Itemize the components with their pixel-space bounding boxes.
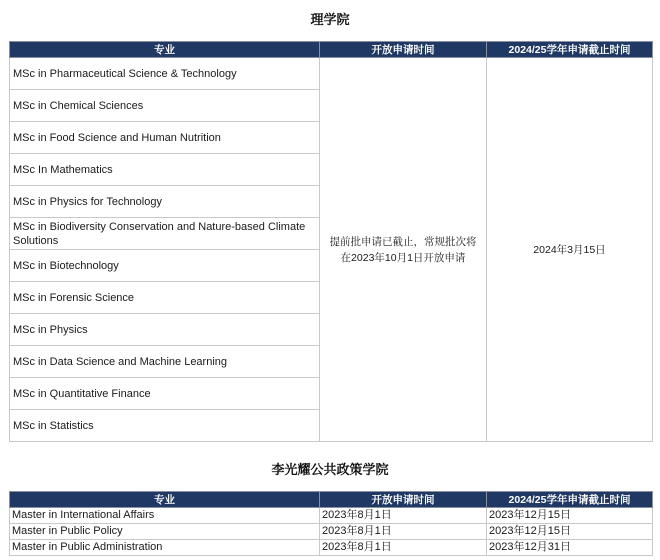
table-header-row: [10, 42, 653, 58]
open-time: 2023年8月1日: [320, 540, 487, 556]
program-name: MSc In Mathematics: [10, 154, 320, 186]
deadline-cell: 2024年3月15日: [487, 58, 653, 442]
open-time: 2023年8月1日: [320, 524, 487, 540]
open-time-cell: 提前批申请已截止，常规批次将在2023年10月1日开放申请: [320, 58, 487, 442]
table-row: [10, 58, 653, 90]
program-name: MSc in Statistics: [10, 410, 320, 442]
deadline: 2023年12月15日: [487, 524, 653, 540]
program-name: MSc in Food Science and Human Nutrition: [10, 122, 320, 154]
table-row: [10, 524, 653, 540]
table-row: [10, 508, 653, 524]
program-name: MSc in Physics for Technology: [10, 186, 320, 218]
table-row: [10, 540, 653, 556]
header-open-time: 开放申请时间: [320, 42, 487, 58]
deadline: 2023年12月31日: [487, 540, 653, 556]
open-time: 2023年8月1日: [320, 508, 487, 524]
program-name: MSc in Forensic Science: [10, 282, 320, 314]
header-deadline: 2024/25学年申请截止时间: [487, 492, 653, 508]
table-header-row: [10, 492, 653, 508]
policy-section-title: 李光耀公共政策学院: [271, 462, 389, 477]
header-deadline: 2024/25学年申请截止时间: [487, 42, 653, 58]
program-name: MSc in Physics: [10, 314, 320, 346]
program-name: MSc in Pharmaceutical Science & Technology: [10, 58, 320, 90]
deadline: 2023年12月15日: [487, 508, 653, 524]
program-name: Master in Public Administration: [10, 540, 320, 556]
program-name: MSc in Chemical Sciences: [10, 90, 320, 122]
policy-programs-table: [9, 491, 653, 556]
science-section-title: 理学院: [310, 12, 350, 27]
program-name: Master in International Affairs: [10, 508, 320, 524]
program-name: MSc in Biodiversity Conservation and Nature-based Climate Solutions: [10, 218, 320, 250]
program-name: Master in Public Policy: [10, 524, 320, 540]
program-name: MSc in Quantitative Finance: [10, 378, 320, 410]
header-program: 专业: [10, 42, 320, 58]
science-programs-table: [9, 41, 653, 442]
program-name: MSc in Biotechnology: [10, 250, 320, 282]
header-program: 专业: [10, 492, 320, 508]
program-name: MSc in Data Science and Machine Learning: [10, 346, 320, 378]
header-open-time: 开放申请时间: [320, 492, 487, 508]
